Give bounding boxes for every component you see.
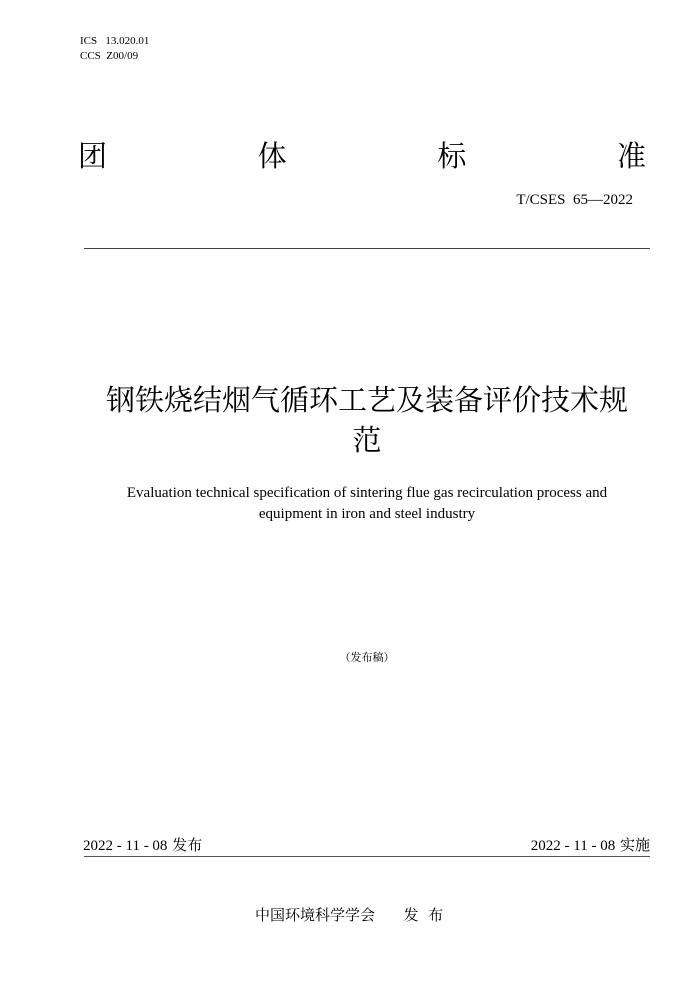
chinese-title-line-2: 范 xyxy=(352,423,382,457)
implement-date-label: 实施 xyxy=(615,836,650,854)
publish-date-label: 发布 xyxy=(167,836,203,854)
english-title xyxy=(80,483,654,525)
implement-date xyxy=(531,834,650,855)
publisher: 中国环境科学学会 发 布 xyxy=(255,906,444,924)
standard-type-heading xyxy=(78,134,646,175)
draft-label: （发布稿） xyxy=(339,651,395,664)
standard-number: T/CSES 65—2022 xyxy=(516,192,633,208)
english-title-line-2: equipment in iron and steel industry xyxy=(258,506,476,522)
chinese-title-line-1: 钢铁烧结烟气循环工艺及装备评价技术规 xyxy=(105,383,628,417)
ccs-code: CCS Z00/09 xyxy=(80,50,139,62)
heading-char-2: 体 xyxy=(257,139,287,173)
publish-date xyxy=(83,834,202,855)
chinese-title xyxy=(80,380,654,460)
heading-char-3: 标 xyxy=(437,139,467,173)
top-divider xyxy=(84,248,650,249)
bottom-divider xyxy=(84,856,650,857)
implement-date-value: 2022 - 11 - 08 xyxy=(530,838,616,854)
english-title-line-1: Evaluation technical specification of sintering flue gas recirculation process and xyxy=(126,485,608,501)
publish-date-value: 2022 - 11 - 08 xyxy=(83,838,168,854)
heading-char-1: 团 xyxy=(78,139,108,173)
ics-code: ICS 13.020.01 xyxy=(80,35,150,47)
classification-codes xyxy=(80,34,149,64)
heading-char-4: 准 xyxy=(616,139,646,173)
